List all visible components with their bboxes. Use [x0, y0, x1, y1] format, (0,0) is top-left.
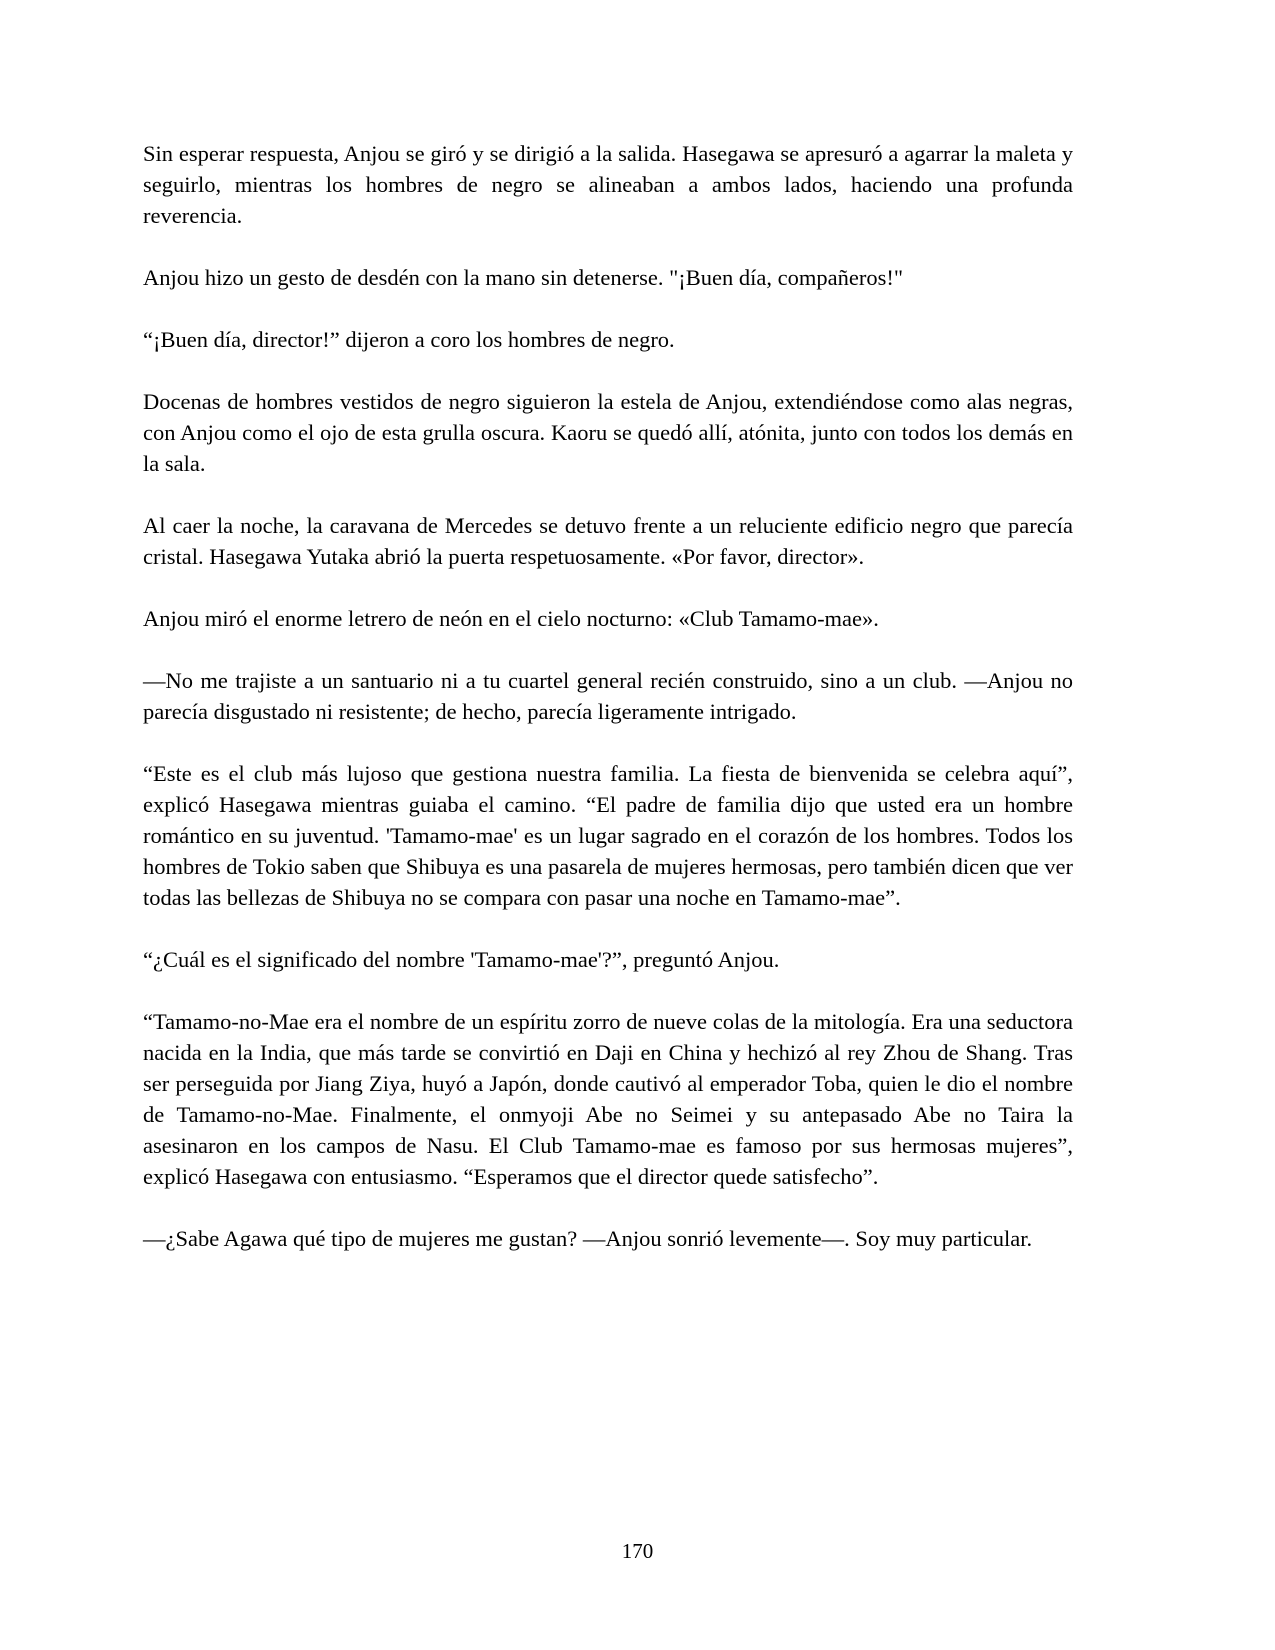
paragraph: “¡Buen día, director!” dijeron a coro los hombres de negro.: [143, 327, 675, 352]
paragraph: Sin esperar respuesta, Anjou se giró y se dirigió a la salida. Hasegawa se apresuró a agarrar la maleta y seguirlo, mientras los hombres de negro se alineaban a ambos lados, haciendo una profunda reverencia.: [143, 141, 1073, 228]
paragraph: “Este es el club más lujoso que gestiona nuestra familia. La fiesta de bienvenida se celebra aquí”, explicó Hasegawa mientras guiaba el camino. “El padre de familia dijo que usted era un hombre romántico en su juventud. 'Tamamo-mae' es un lugar sagrado en el corazón de los hombres. Todos los hombres de Tokio saben que Shibuya es una pasarela de mujeres hermosas, pero también dicen que ver todas las bellezas de Shibuya no se compara con pasar una noche en Tamamo-mae”.: [143, 761, 1073, 910]
paragraph: Anjou hizo un gesto de desdén con la mano sin detenerse. "¡Buen día, compañeros!": [143, 265, 904, 290]
paragraph: —No me trajiste a un santuario ni a tu cuartel general recién construido, sino a un club. —Anjou no parecía disgustado ni resistente; de hecho, parecía ligeramente intrigado.: [143, 668, 1073, 724]
paragraph: “¿Cuál es el significado del nombre 'Tamamo-mae'?”, preguntó Anjou.: [143, 947, 780, 972]
paragraph: Docenas de hombres vestidos de negro siguieron la estela de Anjou, extendiéndose como alas negras, con Anjou como el ojo de esta grulla oscura. Kaoru se quedó allí, atónita, junto con todos los demás en la sala.: [143, 389, 1073, 476]
paragraph: Al caer la noche, la caravana de Mercedes se detuvo frente a un reluciente edificio negro que parecía cristal. Hasegawa Yutaka abrió la puerta respetuosamente. «Por favor, director».: [143, 513, 1073, 569]
body-text-block: [143, 138, 1073, 1254]
paragraph: —¿Sabe Agawa qué tipo de mujeres me gustan? —Anjou sonrió levemente—. Soy muy particular.: [143, 1226, 1033, 1251]
paragraph: “Tamamo-no-Mae era el nombre de un espíritu zorro de nueve colas de la mitología. Era una seductora nacida en la India, que más tarde se convirtió en Daji en China y hechizó al rey Zhou de Shang. Tras ser perseguida por Jiang Ziya, huyó a Japón, donde cautivó al emperador Toba, quien le dio el nombre de Tamamo-no-Mae. Finalmente, el onmyoji Abe no Seimei y su antepasado Abe no Taira la asesinaron en los campos de Nasu. El Club Tamamo-mae es famoso por sus hermosas mujeres”, explicó Hasegawa con entusiasmo. “Esperamos que el director quede satisfecho”.: [143, 1009, 1073, 1189]
page-number: 170: [621, 1539, 654, 1563]
paragraph: Anjou miró el enorme letrero de neón en el cielo nocturno: «Club Tamamo-mae».: [143, 606, 879, 631]
